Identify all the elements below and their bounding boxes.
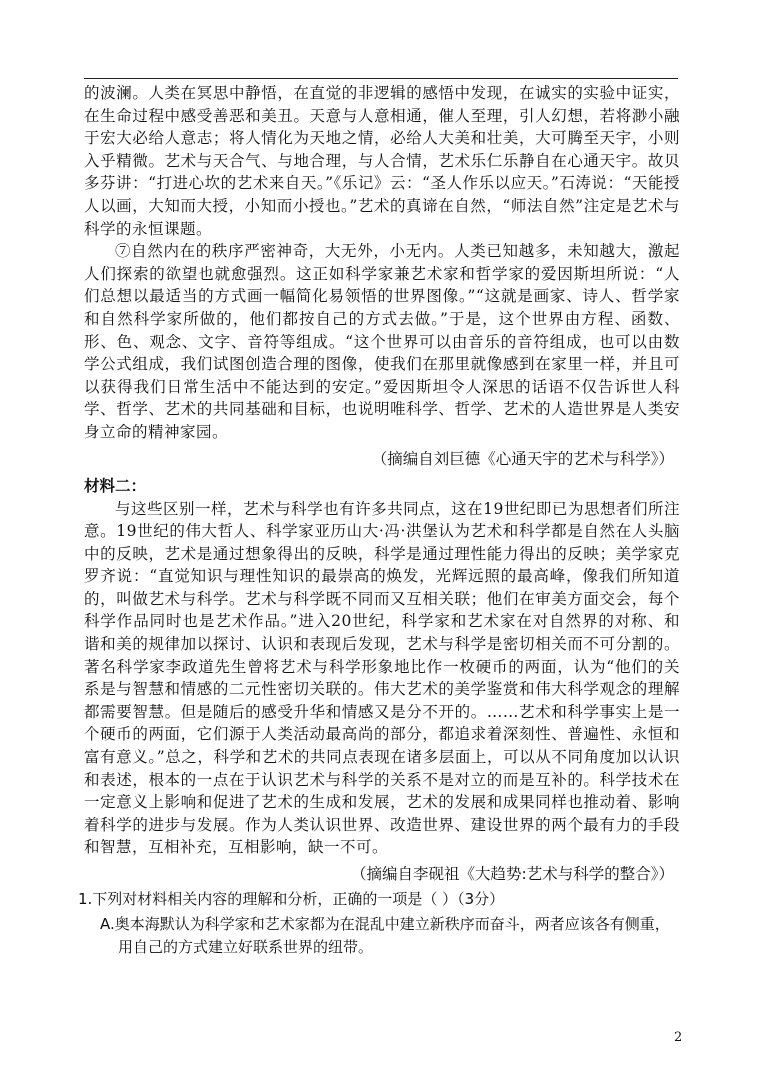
header-rule [84,78,678,79]
question-1: 1.下列对材料相关内容的理解和分析，正确的一项是（ ）（3分） [78,890,505,908]
paragraph-7: ⑦自然内在的秩序严密神奇，大无外，小无内。人类已知越多，未知越大，激起人们探索的欲望也就愈强烈。这正如科学家兼艺术家和哲学家的爱因斯坦所说：“人们总想以最适当的方式画一幅简化易领悟的世界图像。”“这就是画家、诗人、哲学家和自然科学家所做的，他们都按自己的方式去做。”于是，这个世界由方程、函数、形、色、观念、文字、音符等组成。“这个世界可以由音乐的音符组成，也可以由数学公式组成，我们试图创造合理的图像，使我们在那里就像感到在家里一样，并且可以获得我们日常生活中不能达到的安定。”爱因斯坦令人深思的话语不仅告诉世人科学、哲学、艺术的共同基础和目标，也说明唯科学、哲学、艺术的人造世界是人类安身立命的精神家园。 [84,242,680,441]
page-content [78,82,680,959]
source-citation-1: （摘编自刘巨德《心通天宇的艺术与科学》） [371,449,674,468]
page-number: 2 [674,1030,683,1045]
material-2-heading: 材料二： [84,476,147,495]
material-2-text: 与这些区别一样，艺术与科学也有许多共同点，这在19世纪即已为思想者们所注意。19世纪的伟大哲人、科学家亚历山大·冯·洪堡认为艺术和科学都是自然在人头脑中的反映，艺术是通过想象得出的反映，科学是通过理性能力得出的反映；美学家克罗齐说：“直觉知识与理性知识的最崇高的焕发，光辉远照的最高峰，像我们所知道的，叫做艺术与科学。艺术与科学既不同而又互相关联；他们在审美方面交会，每个科学作品同时也是艺术作品。”进入20世纪，科学家和艺术家在对自然界的对称、和谐和美的规律加以探讨、认识和表现后发现，艺术与科学是密切相关而不可分割的。著名科学家李政道先生曾将艺术与科学形象地比作一枚硬币的两面，认为“他们的关系是与智慧和情感的二元性密切关联的。伟大艺术的美学鉴赏和伟大科学观念的理解都需要智慧。但是随后的感受升华和情感又是分不开的。……艺术和科学事实上是一个硬币的两面，它们源于人类活动最高尚的部分，都追求着深刻性、普遍性、永恒和富有意义。”总之，科学和艺术的共同点表现在诸多层面上，可以从不同角度加以认识和表述，根本的一点在于认识艺术与科学的关系不是对立的而是互补的。科学技术在一定意义上影响和促进了艺术的生成和发展，艺术的发展和成果同样也推动着、影响着科学的进步与发展。作为人类认识世界、改造世界、建设世界的两个最有力的手段和智慧，互相补充，互相影响，缺一不可。 [84,499,680,857]
option-a: A.奥本海默认为科学家和艺术家都为在混乱中建立新秩序而奋斗，两者应该各有侧重，用自己的方式建立好联系世界的纽带。 [100,915,670,956]
source-citation-2: （摘编自李砚祖《大趋势:艺术与科学的整合》） [351,865,674,883]
passage-continued: 的波澜。人类在冥思中静悟，在直觉的非逻辑的感悟中发现，在诚实的实验中证实，在生命过程中感受善恶和美丑。天意与人意相通，催人至理，引人幻想，若将渺小融于宏大必给人意志；将人情化为天地之情，必给人大美和壮美，大可腾至天宇，小则入乎精微。艺术与天合气、与地合理，与人合情，艺术乐仁乐静自在心通天宇。故贝多芬讲：“打进心坎的艺术来自天。”《乐记》云：“圣人作乐以应天。”石涛说：“天能授人以画，大知而大授，小知而小授也。”艺术的真谛在自然，“师法自然”注定是艺术与科学的永恒课题。 [84,84,680,238]
